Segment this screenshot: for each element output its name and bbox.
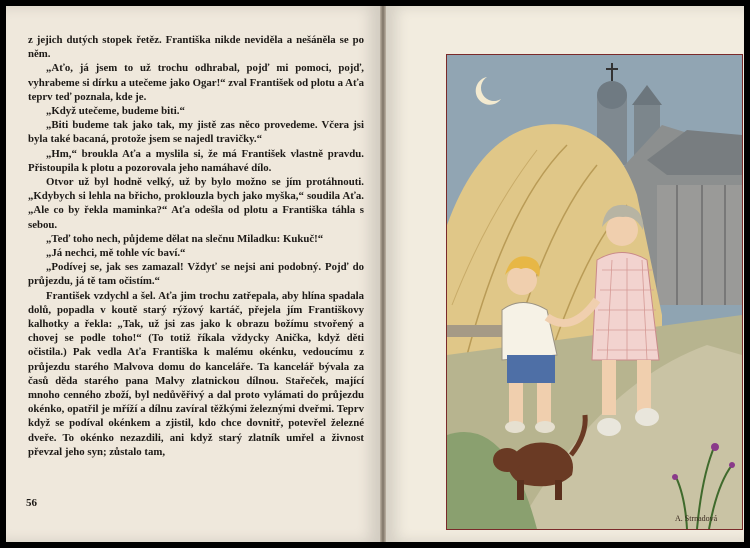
illustration <box>446 54 743 530</box>
left-page <box>6 6 380 542</box>
paragraph: „Teď toho nech, půjdeme dělat na slečnu Miladku: Kukuč!“ <box>46 232 324 245</box>
paragraph: Otvor už byl hodně velký, už by bylo možno se jím protáhnouti. „Kdybych si lehla na břicho, proklouzla bych jako myška,“ soudila Aťa. „Ale co by řekla maminka?“ Aťa odešla od plotu a Františka táhla s sebou. <box>28 176 364 231</box>
paragraph: „Podívej se, jak ses zamazal! Vždyť se nejsi ani podobný. Pojď do průjezdu, já tě tam očistím.“ <box>28 261 364 288</box>
illustration-drawing <box>447 55 742 529</box>
paragraph: „Biti budeme tak jako tak, my jistě zas něco provedeme. Včera jsi byla také bacaná, protože jsem se najedl travičky.“ <box>28 119 364 146</box>
paragraph: „Aťo, já jsem to už trochu odhrabal, pojď mi pomoci, pojď, vyhrabeme si dírku a utečeme jako Ogar!“ zval František od plotu a Aťa teprv teď poznala, kde je. <box>28 62 364 103</box>
paragraph: František vzdychl a šel. Aťa jim trochu zatřepala, aby hlína spadala dolů, popadla v koutě starý rýžový kartáč, přejela jím Františkovy kalhotky a řekla: „Tak, už jsi zas jako k obrazu božímu stvořený a chovej se podle toho!“ (To totiž říkala vždycky Anička, když děti očistila.) Pak vedla Aťa Františka k malému okénku, vedoucímu z průjezdu starého Malvova domu do kanceláře. Ta kancelář bývala za časů děda starého pana Malvy zlatnickou dílnou. Stařeček, mající mnoho cenného zboží, byl nedůvěřivý a dal proto vylámati do průjezdu okénko, opatřil je mříží a dílnu zavíral těžkými železnými dveřmi. Teprv když se podíval okénkem a zjistil, kdo chce dovnitř, potevřel železné dveře. To okénko nezazdili, ani když starý zlatník umřel a živnost převzal jeho syn; zůstalo tam, <box>28 289 364 458</box>
paragraph: z jejich dutých stopek řetěz. Františka nikde neviděla a nešáněla se po něm. <box>28 34 364 61</box>
paragraph: „Hm,“ broukla Aťa a myslila si, že má František vlastně pravdu. Přistoupila k plotu a pozorovala jeho namáhavé dílo. <box>28 147 364 174</box>
page-number: 56 <box>26 497 37 509</box>
paragraph: „Já nechci, mě tohle víc baví.“ <box>46 247 186 260</box>
fence <box>447 325 507 337</box>
page-text <box>28 33 364 459</box>
paragraph: „Když utečeme, budeme biti.“ <box>46 105 185 118</box>
artist-signature: A. Strnadová <box>675 514 718 523</box>
